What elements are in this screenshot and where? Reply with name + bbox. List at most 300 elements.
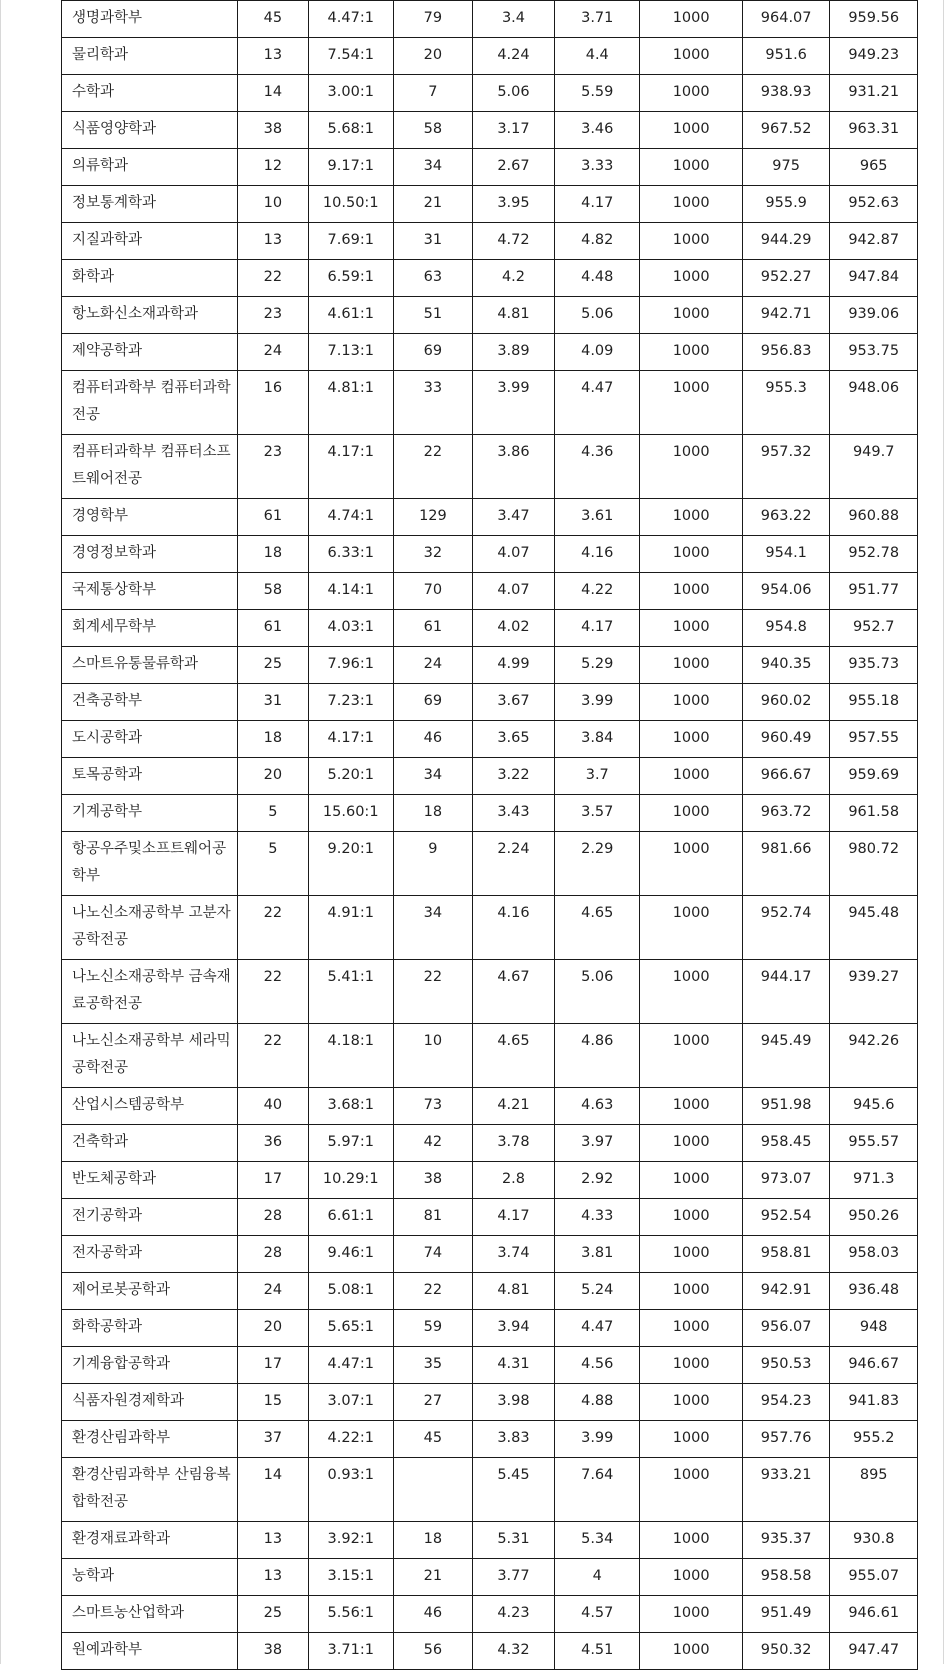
cell-cutoff-grade: 4.82 — [555, 223, 640, 260]
cell-avg-grade: 3.95 — [472, 186, 554, 223]
cell-department-name: 나노신소재공학부 고분자공학전공 — [62, 896, 238, 960]
cell-competition-ratio: 4.61:1 — [308, 297, 393, 334]
cell-waitlist-rank: 31 — [393, 223, 472, 260]
cell-waitlist-rank: 18 — [393, 795, 472, 832]
cell-cutoff-grade: 4.17 — [555, 610, 640, 647]
cell-cutoff-converted-score: 946.61 — [830, 1596, 918, 1633]
cell-avg-grade: 3.47 — [472, 499, 554, 536]
cell-cutoff-grade: 4.17 — [555, 186, 640, 223]
cell-avg-converted-score: 955.9 — [742, 186, 830, 223]
cell-avg-grade: 4.23 — [472, 1596, 554, 1633]
cell-competition-ratio: 5.65:1 — [308, 1310, 393, 1347]
cell-department-name: 항공우주및소프트웨어공학부 — [62, 832, 238, 896]
cell-quota: 13 — [238, 223, 308, 260]
cell-quota: 22 — [238, 1024, 308, 1088]
cell-avg-converted-score: 942.91 — [742, 1273, 830, 1310]
cell-competition-ratio: 6.61:1 — [308, 1199, 393, 1236]
cell-avg-grade: 3.43 — [472, 795, 554, 832]
cell-cutoff-converted-score: 945.6 — [830, 1088, 918, 1125]
cell-cutoff-grade: 3.71 — [555, 1, 640, 38]
cell-waitlist-rank: 27 — [393, 1384, 472, 1421]
cell-avg-grade: 4.07 — [472, 573, 554, 610]
cell-quota: 22 — [238, 260, 308, 297]
cell-avg-converted-score: 952.54 — [742, 1199, 830, 1236]
cell-competition-ratio: 3.92:1 — [308, 1522, 393, 1559]
table-row — [62, 1310, 918, 1347]
cell-quota: 5 — [238, 832, 308, 896]
cell-waitlist-rank: 21 — [393, 186, 472, 223]
table-row — [62, 1522, 918, 1559]
cell-avg-converted-score: 938.93 — [742, 75, 830, 112]
cell-competition-ratio: 5.56:1 — [308, 1596, 393, 1633]
cell-department-name: 건축공학부 — [62, 684, 238, 721]
cell-waitlist-rank: 79 — [393, 1, 472, 38]
cell-cutoff-grade: 4.86 — [555, 1024, 640, 1088]
cell-waitlist-rank: 18 — [393, 1522, 472, 1559]
cell-cutoff-converted-score: 965 — [830, 149, 918, 186]
cell-avg-converted-score: 940.35 — [742, 647, 830, 684]
cell-cutoff-converted-score: 952.78 — [830, 536, 918, 573]
cell-full-score: 1000 — [640, 1, 742, 38]
cell-full-score: 1000 — [640, 1273, 742, 1310]
cell-avg-grade: 5.45 — [472, 1458, 554, 1522]
cell-cutoff-grade: 5.29 — [555, 647, 640, 684]
cell-competition-ratio: 4.17:1 — [308, 721, 393, 758]
cell-quota: 12 — [238, 149, 308, 186]
cell-cutoff-grade: 3.46 — [555, 112, 640, 149]
cell-full-score: 1000 — [640, 647, 742, 684]
cell-department-name: 컴퓨터과학부 컴퓨터과학전공 — [62, 371, 238, 435]
cell-competition-ratio: 4.81:1 — [308, 371, 393, 435]
cell-waitlist-rank: 34 — [393, 149, 472, 186]
cell-avg-grade: 4.24 — [472, 38, 554, 75]
cell-avg-grade: 3.83 — [472, 1421, 554, 1458]
cell-competition-ratio: 4.14:1 — [308, 573, 393, 610]
cell-department-name: 생명과학부 — [62, 1, 238, 38]
table-row — [62, 1236, 918, 1273]
cell-avg-converted-score: 957.32 — [742, 435, 830, 499]
cell-competition-ratio: 3.68:1 — [308, 1088, 393, 1125]
cell-cutoff-converted-score: 946.67 — [830, 1347, 918, 1384]
cell-full-score: 1000 — [640, 1347, 742, 1384]
cell-full-score: 1000 — [640, 832, 742, 896]
cell-competition-ratio: 3.15:1 — [308, 1559, 393, 1596]
cell-cutoff-grade: 4.4 — [555, 38, 640, 75]
cell-waitlist-rank: 10 — [393, 1024, 472, 1088]
table-row — [62, 1, 918, 38]
cell-competition-ratio: 6.59:1 — [308, 260, 393, 297]
cell-avg-converted-score: 935.37 — [742, 1522, 830, 1559]
cell-competition-ratio: 4.91:1 — [308, 896, 393, 960]
table-row — [62, 1458, 918, 1522]
cell-cutoff-grade: 3.99 — [555, 1421, 640, 1458]
table-row — [62, 371, 918, 435]
cell-waitlist-rank — [393, 1458, 472, 1522]
cell-cutoff-converted-score: 951.77 — [830, 573, 918, 610]
cell-competition-ratio: 7.96:1 — [308, 647, 393, 684]
cell-full-score: 1000 — [640, 1458, 742, 1522]
cell-cutoff-converted-score: 947.47 — [830, 1633, 918, 1670]
cell-avg-grade: 3.67 — [472, 684, 554, 721]
cell-department-name: 도시공학과 — [62, 721, 238, 758]
cell-competition-ratio: 10.50:1 — [308, 186, 393, 223]
cell-cutoff-grade: 5.34 — [555, 1522, 640, 1559]
cell-department-name: 국제통상학부 — [62, 573, 238, 610]
cell-department-name: 전기공학과 — [62, 1199, 238, 1236]
cell-avg-grade: 3.99 — [472, 371, 554, 435]
cell-cutoff-grade: 4.33 — [555, 1199, 640, 1236]
cell-avg-converted-score: 964.07 — [742, 1, 830, 38]
cell-department-name: 정보통계학과 — [62, 186, 238, 223]
cell-competition-ratio: 4.18:1 — [308, 1024, 393, 1088]
cell-cutoff-converted-score: 959.56 — [830, 1, 918, 38]
cell-competition-ratio: 0.93:1 — [308, 1458, 393, 1522]
cell-waitlist-rank: 24 — [393, 647, 472, 684]
cell-avg-converted-score: 952.27 — [742, 260, 830, 297]
cell-cutoff-grade: 3.61 — [555, 499, 640, 536]
table-row — [62, 960, 918, 1024]
cell-full-score: 1000 — [640, 149, 742, 186]
cell-cutoff-grade: 3.97 — [555, 1125, 640, 1162]
cell-waitlist-rank: 45 — [393, 1421, 472, 1458]
cell-avg-converted-score: 960.49 — [742, 721, 830, 758]
table-row — [62, 684, 918, 721]
cell-full-score: 1000 — [640, 1421, 742, 1458]
cell-department-name: 경영학부 — [62, 499, 238, 536]
cell-full-score: 1000 — [640, 1633, 742, 1670]
cell-waitlist-rank: 46 — [393, 721, 472, 758]
cell-department-name: 전자공학과 — [62, 1236, 238, 1273]
cell-quota: 10 — [238, 186, 308, 223]
cell-waitlist-rank: 63 — [393, 260, 472, 297]
table-body — [62, 1, 918, 1670]
cell-avg-grade: 4.2 — [472, 260, 554, 297]
table-row — [62, 38, 918, 75]
cell-full-score: 1000 — [640, 1024, 742, 1088]
cell-department-name: 수학과 — [62, 75, 238, 112]
cell-quota: 38 — [238, 1633, 308, 1670]
cell-avg-grade: 4.16 — [472, 896, 554, 960]
cell-waitlist-rank: 35 — [393, 1347, 472, 1384]
cell-avg-grade: 4.17 — [472, 1199, 554, 1236]
cell-avg-grade: 4.67 — [472, 960, 554, 1024]
cell-cutoff-grade: 4.47 — [555, 1310, 640, 1347]
table-row — [62, 647, 918, 684]
cell-full-score: 1000 — [640, 1522, 742, 1559]
cell-department-name: 나노신소재공학부 금속재료공학전공 — [62, 960, 238, 1024]
cell-avg-converted-score: 954.06 — [742, 573, 830, 610]
cell-department-name: 지질과학과 — [62, 223, 238, 260]
cell-cutoff-grade: 4 — [555, 1559, 640, 1596]
table-row — [62, 260, 918, 297]
cell-avg-grade: 4.72 — [472, 223, 554, 260]
cell-cutoff-converted-score: 930.8 — [830, 1522, 918, 1559]
table-row — [62, 1088, 918, 1125]
cell-cutoff-grade: 4.57 — [555, 1596, 640, 1633]
table-row — [62, 1384, 918, 1421]
cell-quota: 36 — [238, 1125, 308, 1162]
cell-competition-ratio: 4.47:1 — [308, 1347, 393, 1384]
cell-competition-ratio: 5.08:1 — [308, 1273, 393, 1310]
cell-full-score: 1000 — [640, 896, 742, 960]
cell-avg-grade: 3.94 — [472, 1310, 554, 1347]
table-row — [62, 186, 918, 223]
cell-department-name: 물리학과 — [62, 38, 238, 75]
cell-cutoff-converted-score: 961.58 — [830, 795, 918, 832]
cell-waitlist-rank: 42 — [393, 1125, 472, 1162]
cell-full-score: 1000 — [640, 75, 742, 112]
cell-quota: 28 — [238, 1236, 308, 1273]
cell-cutoff-grade: 4.65 — [555, 896, 640, 960]
table-row — [62, 297, 918, 334]
cell-competition-ratio: 6.33:1 — [308, 536, 393, 573]
cell-avg-grade: 5.31 — [472, 1522, 554, 1559]
cell-full-score: 1000 — [640, 758, 742, 795]
cell-cutoff-converted-score: 936.48 — [830, 1273, 918, 1310]
cell-avg-converted-score: 958.81 — [742, 1236, 830, 1273]
cell-competition-ratio: 7.69:1 — [308, 223, 393, 260]
cell-cutoff-converted-score: 963.31 — [830, 112, 918, 149]
cell-full-score: 1000 — [640, 960, 742, 1024]
cell-avg-grade: 4.65 — [472, 1024, 554, 1088]
cell-full-score: 1000 — [640, 112, 742, 149]
cell-waitlist-rank: 69 — [393, 334, 472, 371]
cell-competition-ratio: 4.47:1 — [308, 1, 393, 38]
cell-department-name: 스마트유통물류학과 — [62, 647, 238, 684]
table-row — [62, 1199, 918, 1236]
cell-waitlist-rank: 38 — [393, 1162, 472, 1199]
cell-cutoff-grade: 5.24 — [555, 1273, 640, 1310]
cell-full-score: 1000 — [640, 1236, 742, 1273]
cell-full-score: 1000 — [640, 1125, 742, 1162]
cell-cutoff-grade: 7.64 — [555, 1458, 640, 1522]
cell-competition-ratio: 7.23:1 — [308, 684, 393, 721]
table-row — [62, 610, 918, 647]
cell-cutoff-grade: 3.57 — [555, 795, 640, 832]
cell-department-name: 의류학과 — [62, 149, 238, 186]
cell-quota: 18 — [238, 536, 308, 573]
cell-competition-ratio: 15.60:1 — [308, 795, 393, 832]
cell-department-name: 원예과학부 — [62, 1633, 238, 1670]
cell-waitlist-rank: 51 — [393, 297, 472, 334]
cell-avg-converted-score: 956.07 — [742, 1310, 830, 1347]
cell-waitlist-rank: 34 — [393, 758, 472, 795]
cell-waitlist-rank: 9 — [393, 832, 472, 896]
cell-cutoff-converted-score: 931.21 — [830, 75, 918, 112]
cell-competition-ratio: 9.46:1 — [308, 1236, 393, 1273]
cell-cutoff-converted-score: 935.73 — [830, 647, 918, 684]
cell-full-score: 1000 — [640, 684, 742, 721]
cell-avg-grade: 4.07 — [472, 536, 554, 573]
cell-avg-converted-score: 951.49 — [742, 1596, 830, 1633]
cell-department-name: 경영정보학과 — [62, 536, 238, 573]
cell-department-name: 화학과 — [62, 260, 238, 297]
cell-avg-converted-score: 963.22 — [742, 499, 830, 536]
cell-cutoff-converted-score: 949.7 — [830, 435, 918, 499]
cell-quota: 24 — [238, 1273, 308, 1310]
cell-department-name: 산업시스템공학부 — [62, 1088, 238, 1125]
table-row — [62, 1024, 918, 1088]
table-row — [62, 149, 918, 186]
cell-cutoff-grade: 4.16 — [555, 536, 640, 573]
cell-competition-ratio: 9.17:1 — [308, 149, 393, 186]
cell-avg-converted-score: 951.6 — [742, 38, 830, 75]
cell-waitlist-rank: 56 — [393, 1633, 472, 1670]
cell-quota: 58 — [238, 573, 308, 610]
cell-cutoff-converted-score: 960.88 — [830, 499, 918, 536]
cell-quota: 14 — [238, 75, 308, 112]
cell-full-score: 1000 — [640, 499, 742, 536]
cell-quota: 61 — [238, 610, 308, 647]
table-row — [62, 1559, 918, 1596]
table-row — [62, 1421, 918, 1458]
cell-department-name: 회계세무학부 — [62, 610, 238, 647]
cell-quota: 23 — [238, 435, 308, 499]
cell-avg-grade: 3.86 — [472, 435, 554, 499]
cell-cutoff-grade: 2.29 — [555, 832, 640, 896]
cell-department-name: 환경산림과학부 — [62, 1421, 238, 1458]
cell-waitlist-rank: 73 — [393, 1088, 472, 1125]
table-row — [62, 832, 918, 896]
cell-avg-grade: 4.81 — [472, 297, 554, 334]
cell-department-name: 식품영양학과 — [62, 112, 238, 149]
cell-department-name: 농학과 — [62, 1559, 238, 1596]
table-row — [62, 1347, 918, 1384]
cell-avg-grade: 4.02 — [472, 610, 554, 647]
cell-cutoff-converted-score: 948.06 — [830, 371, 918, 435]
cell-avg-grade: 3.74 — [472, 1236, 554, 1273]
cell-competition-ratio: 10.29:1 — [308, 1162, 393, 1199]
cell-cutoff-converted-score: 955.2 — [830, 1421, 918, 1458]
cell-avg-grade: 4.21 — [472, 1088, 554, 1125]
cell-quota: 25 — [238, 647, 308, 684]
cell-waitlist-rank: 58 — [393, 112, 472, 149]
cell-avg-grade: 3.89 — [472, 334, 554, 371]
cell-avg-grade: 2.24 — [472, 832, 554, 896]
cell-quota: 23 — [238, 297, 308, 334]
cell-cutoff-converted-score: 895 — [830, 1458, 918, 1522]
cell-avg-converted-score: 933.21 — [742, 1458, 830, 1522]
cell-full-score: 1000 — [640, 371, 742, 435]
cell-waitlist-rank: 81 — [393, 1199, 472, 1236]
cell-department-name: 반도체공학과 — [62, 1162, 238, 1199]
cell-avg-grade: 5.06 — [472, 75, 554, 112]
cell-quota: 20 — [238, 1310, 308, 1347]
cell-cutoff-grade: 4.51 — [555, 1633, 640, 1670]
cell-avg-converted-score: 956.83 — [742, 334, 830, 371]
admission-results-table — [61, 0, 918, 1670]
cell-waitlist-rank: 129 — [393, 499, 472, 536]
table-row — [62, 223, 918, 260]
cell-avg-converted-score: 975 — [742, 149, 830, 186]
cell-cutoff-converted-score: 953.75 — [830, 334, 918, 371]
cell-cutoff-grade: 3.99 — [555, 684, 640, 721]
cell-cutoff-converted-score: 980.72 — [830, 832, 918, 896]
cell-full-score: 1000 — [640, 223, 742, 260]
cell-avg-converted-score: 942.71 — [742, 297, 830, 334]
cell-department-name: 항노화신소재과학과 — [62, 297, 238, 334]
cell-avg-grade: 4.32 — [472, 1633, 554, 1670]
cell-waitlist-rank: 22 — [393, 960, 472, 1024]
table-row — [62, 112, 918, 149]
cell-avg-grade: 3.78 — [472, 1125, 554, 1162]
cell-cutoff-converted-score: 958.03 — [830, 1236, 918, 1273]
table-row — [62, 1162, 918, 1199]
cell-avg-converted-score: 944.29 — [742, 223, 830, 260]
cell-cutoff-converted-score: 942.26 — [830, 1024, 918, 1088]
cell-quota: 13 — [238, 1559, 308, 1596]
cell-full-score: 1000 — [640, 1162, 742, 1199]
cell-full-score: 1000 — [640, 610, 742, 647]
cell-quota: 5 — [238, 795, 308, 832]
table-row — [62, 795, 918, 832]
cell-competition-ratio: 5.41:1 — [308, 960, 393, 1024]
cell-cutoff-converted-score: 941.83 — [830, 1384, 918, 1421]
cell-avg-converted-score: 944.17 — [742, 960, 830, 1024]
table-row — [62, 536, 918, 573]
cell-competition-ratio: 7.54:1 — [308, 38, 393, 75]
cell-avg-grade: 3.98 — [472, 1384, 554, 1421]
cell-department-name: 화학공학과 — [62, 1310, 238, 1347]
cell-avg-converted-score: 954.8 — [742, 610, 830, 647]
cell-cutoff-grade: 2.92 — [555, 1162, 640, 1199]
cell-cutoff-converted-score: 950.26 — [830, 1199, 918, 1236]
cell-cutoff-converted-score: 959.69 — [830, 758, 918, 795]
cell-cutoff-converted-score: 952.7 — [830, 610, 918, 647]
cell-quota: 37 — [238, 1421, 308, 1458]
cell-quota: 24 — [238, 334, 308, 371]
cell-full-score: 1000 — [640, 1310, 742, 1347]
cell-cutoff-grade: 4.56 — [555, 1347, 640, 1384]
cell-avg-grade: 3.17 — [472, 112, 554, 149]
cell-cutoff-grade: 3.33 — [555, 149, 640, 186]
table-row — [62, 435, 918, 499]
table-row — [62, 1273, 918, 1310]
cell-cutoff-converted-score: 942.87 — [830, 223, 918, 260]
cell-competition-ratio: 7.13:1 — [308, 334, 393, 371]
cell-quota: 18 — [238, 721, 308, 758]
cell-department-name: 나노신소재공학부 세라믹공학전공 — [62, 1024, 238, 1088]
table-row — [62, 721, 918, 758]
cell-avg-converted-score: 954.23 — [742, 1384, 830, 1421]
cell-department-name: 기계융합공학과 — [62, 1347, 238, 1384]
cell-avg-converted-score: 955.3 — [742, 371, 830, 435]
cell-quota: 17 — [238, 1162, 308, 1199]
cell-waitlist-rank: 33 — [393, 371, 472, 435]
cell-full-score: 1000 — [640, 795, 742, 832]
cell-full-score: 1000 — [640, 1384, 742, 1421]
cell-quota: 40 — [238, 1088, 308, 1125]
cell-department-name: 토목공학과 — [62, 758, 238, 795]
cell-quota: 14 — [238, 1458, 308, 1522]
cell-avg-grade: 3.77 — [472, 1559, 554, 1596]
cell-quota: 45 — [238, 1, 308, 38]
cell-full-score: 1000 — [640, 297, 742, 334]
cell-full-score: 1000 — [640, 186, 742, 223]
cell-quota: 17 — [238, 1347, 308, 1384]
cell-cutoff-grade: 3.84 — [555, 721, 640, 758]
cell-waitlist-rank: 46 — [393, 1596, 472, 1633]
cell-cutoff-converted-score: 945.48 — [830, 896, 918, 960]
cell-competition-ratio: 3.07:1 — [308, 1384, 393, 1421]
table-row — [62, 1596, 918, 1633]
cell-quota: 38 — [238, 112, 308, 149]
cell-cutoff-converted-score: 939.06 — [830, 297, 918, 334]
cell-quota: 20 — [238, 758, 308, 795]
cell-department-name: 환경재료과학과 — [62, 1522, 238, 1559]
cell-quota: 61 — [238, 499, 308, 536]
cell-avg-converted-score: 981.66 — [742, 832, 830, 896]
